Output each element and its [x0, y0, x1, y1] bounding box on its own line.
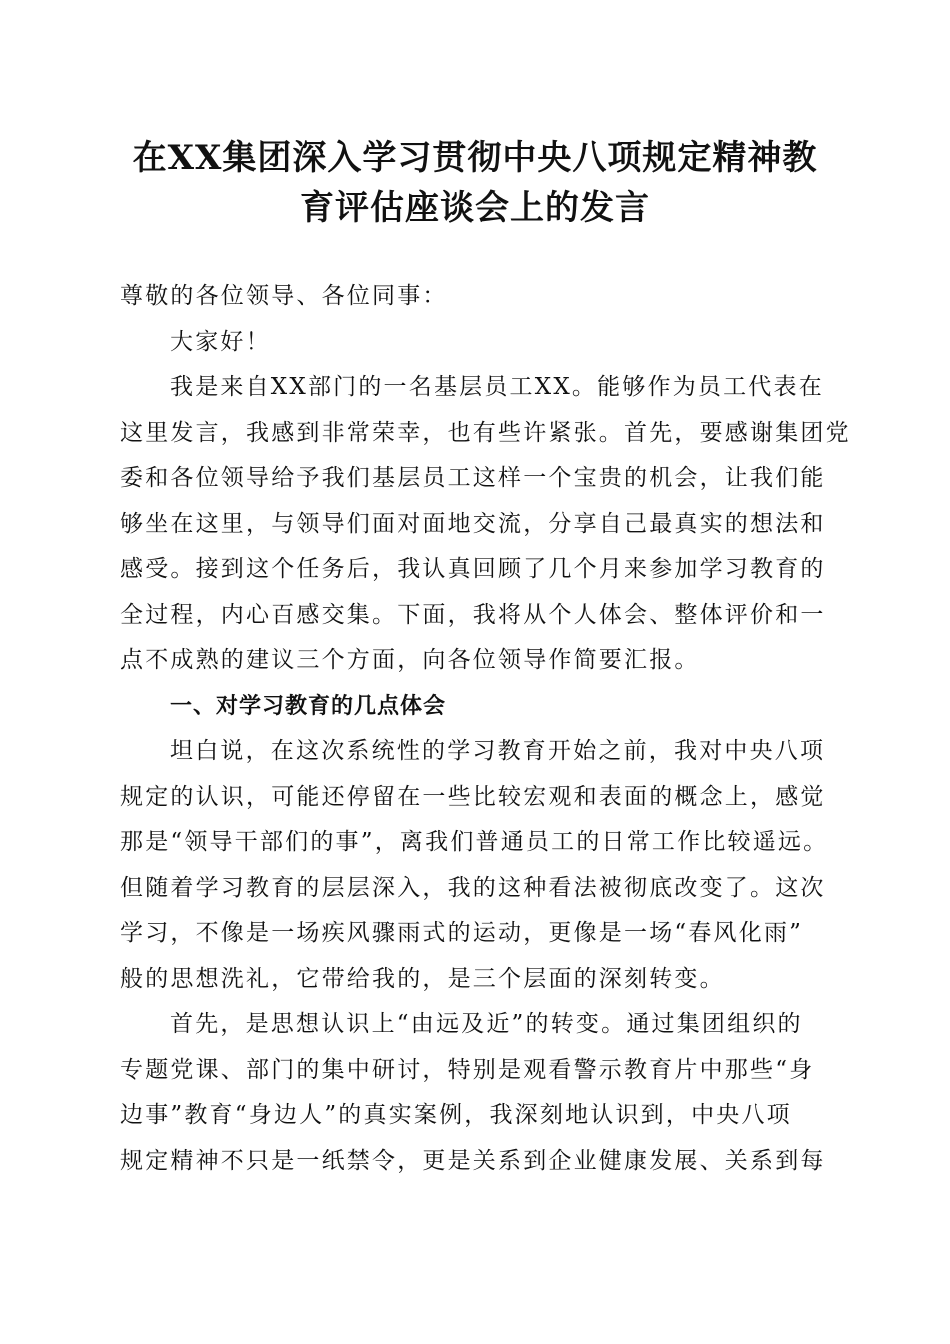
- paragraph-line: 够坐在这里，与领导们面对面地交流，分享自己最真实的想法和: [120, 510, 826, 537]
- section1-paragraph-1: [120, 729, 830, 1002]
- salutation-text: 尊敬的各位领导、各位同事：: [120, 283, 448, 309]
- greeting: [120, 320, 830, 366]
- intro-paragraph: [120, 365, 851, 684]
- paragraph-line: 全过程，内心百感交集。下面，我将从个人体会、整体评价和一: [120, 601, 826, 628]
- section-heading: 一、对学习教育的几点体会: [170, 693, 447, 719]
- section1-paragraph-2: [120, 1002, 830, 1184]
- title-line: 育评估座谈会上的发言: [300, 188, 650, 228]
- salutation: [120, 274, 830, 320]
- paragraph-line: 学习，不像是一场疾风骤雨式的运动，更像是一场“春风化雨”: [120, 920, 804, 946]
- paragraph-line: 委和各位领导给予我们基层员工这样一个宝贵的机会，让我们能: [120, 465, 826, 491]
- paragraph-line: 我是来自XX部门的一名基层员工XX。能够作为员工代表在: [170, 374, 824, 400]
- paragraph-line: 点不成熟的建议三个方面，向各位领导作简要汇报。: [120, 647, 700, 673]
- paragraph-line: 那是“领导干部们的事”，离我们普通员工的日常工作比较遥远。: [120, 829, 829, 855]
- paragraph-line: 专题党课、部门的集中研讨，特别是观看警示教育片中那些“身: [120, 1056, 815, 1083]
- paragraph-line: 边事”教育“身边人”的真实案例，我深刻地认识到，中央八项: [120, 1102, 792, 1128]
- paragraph-line: 但随着学习教育的层层深入，我的这种看法被彻底改变了。这次: [120, 874, 826, 901]
- greeting-text: 大家好！: [170, 328, 271, 355]
- paragraph-line: 规定精神不只是一纸禁令，更是关系到企业健康发展、关系到每: [120, 1147, 826, 1174]
- title-line: 在XX集团深入学习贯彻中央八项规定精神教: [132, 138, 818, 178]
- paragraph-line: 规定的认识，可能还停留在一些比较宏观和表面的概念上，感觉: [120, 783, 826, 810]
- document-body: [120, 274, 851, 1184]
- paragraph-line: 感受。接到这个任务后，我认真回顾了几个月来参加学习教育的: [120, 556, 826, 582]
- paragraph-line: 坦白说，在这次系统性的学习教育开始之前，我对中央八项: [170, 738, 826, 764]
- paragraph-line: 首先，是思想认识上“由远及近”的转变。通过集团组织的: [170, 1011, 803, 1037]
- paragraph-line: 这里发言，我感到非常荣幸，也有些许紧张。首先，要感谢集团党: [120, 419, 851, 446]
- paragraph-line: 般的思想洗礼，它带给我的，是三个层面的深刻转变。: [120, 965, 725, 992]
- document-title: [110, 133, 840, 233]
